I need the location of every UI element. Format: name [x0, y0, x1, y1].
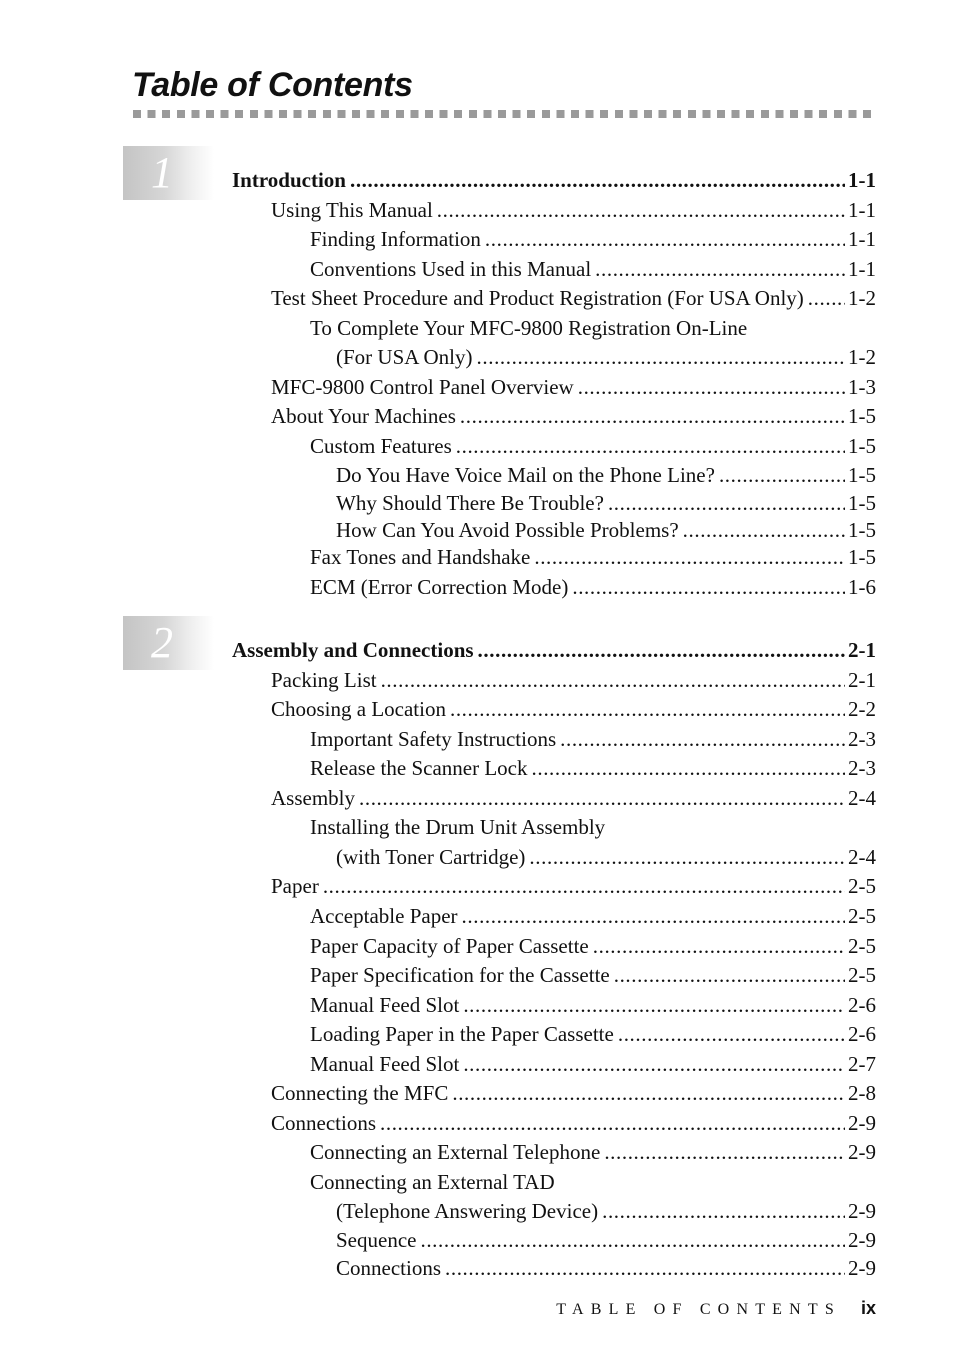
dot-leader: [463, 1052, 845, 1076]
dot-leader: [683, 518, 845, 542]
toc-entry[interactable]: [336, 491, 876, 515]
dot-leader: [445, 1256, 845, 1280]
dot-leader: [534, 545, 845, 569]
toc-entry[interactable]: [310, 1052, 876, 1076]
toc-entry-title: Introduction: [232, 168, 346, 192]
dot-leader: [460, 404, 845, 428]
toc-entry-page: 1-6: [848, 575, 876, 599]
title-dotted-rule: [133, 110, 873, 118]
toc-entry[interactable]: [310, 227, 876, 251]
toc-entry-page: 2-9: [848, 1140, 876, 1164]
toc-entry[interactable]: [336, 1256, 876, 1280]
toc-entry-page: 2-5: [848, 904, 876, 928]
toc-entry-title: Acceptable Paper: [310, 904, 458, 928]
toc-entry-page: 2-4: [848, 786, 876, 810]
toc-entry-title: To Complete Your MFC-9800 Registration On-Line: [310, 316, 748, 340]
dot-leader: [463, 993, 845, 1017]
toc-entry-page: 1-5: [848, 518, 876, 542]
toc-entry-page: 2-1: [848, 638, 876, 662]
toc-entry-title: Release the Scanner Lock: [310, 756, 528, 780]
dot-leader: [450, 697, 845, 721]
toc-entry-page: 2-6: [848, 1022, 876, 1046]
toc-entry-page: 1-5: [848, 545, 876, 569]
toc-entry[interactable]: [271, 198, 876, 222]
toc-entry-page: 1-1: [848, 257, 876, 281]
dot-leader: [452, 1081, 845, 1105]
toc-entry-page: 1-5: [848, 434, 876, 458]
dot-leader: [618, 1022, 845, 1046]
dot-leader: [608, 491, 845, 515]
toc-entry[interactable]: [310, 815, 876, 839]
toc-entry-title: Connecting the MFC: [271, 1081, 449, 1105]
toc-entry-page: 1-3: [848, 375, 876, 399]
toc-entry[interactable]: [310, 1140, 876, 1164]
toc-entry-page: 2-6: [848, 993, 876, 1017]
toc-entry-title: Assembly and Connections: [232, 638, 474, 662]
page-title: Table of Contents: [132, 66, 413, 104]
dot-leader: [595, 257, 845, 281]
toc-entry-title: Using This Manual: [271, 198, 433, 222]
toc-entry-title: Connecting an External Telephone: [310, 1140, 601, 1164]
toc-entry[interactable]: [310, 316, 876, 340]
dot-leader: [437, 198, 845, 222]
dot-leader: [532, 756, 846, 780]
toc-entry[interactable]: [336, 1199, 876, 1223]
toc-entry-page: 2-5: [848, 874, 876, 898]
toc-entry-title: Conventions Used in this Manual: [310, 257, 592, 281]
toc-entry-page: 2-2: [848, 697, 876, 721]
toc-entry-title: Finding Information: [310, 227, 481, 251]
toc-entry-title: Sequence: [336, 1228, 417, 1252]
toc-entry-title: Important Safety Instructions: [310, 727, 557, 751]
toc-entry[interactable]: [310, 727, 876, 751]
toc-entry-title: Custom Features: [310, 434, 452, 458]
toc-entry-page: 2-7: [848, 1052, 876, 1076]
toc-entry-title: Do You Have Voice Mail on the Phone Line?: [336, 463, 715, 487]
toc-entry-page: 1-1: [848, 168, 876, 192]
toc-entry-page: 1-1: [848, 227, 876, 251]
toc-entry-title: ECM (Error Correction Mode): [310, 575, 569, 599]
toc-entry[interactable]: [336, 518, 876, 542]
toc-entry-page: 2-5: [848, 934, 876, 958]
toc-entry-title: Paper: [271, 874, 319, 898]
toc-entry[interactable]: [271, 375, 876, 399]
toc-entry-title: (For USA Only): [336, 345, 473, 369]
toc-entry-title: Manual Feed Slot: [310, 1052, 460, 1076]
toc-chapter-heading[interactable]: [232, 168, 876, 192]
dot-leader: [614, 963, 845, 987]
toc-entry-title: About Your Machines: [271, 404, 456, 428]
toc-entry-title: Loading Paper in the Paper Cassette: [310, 1022, 614, 1046]
toc-entry-page: 1-5: [848, 404, 876, 428]
chapter-number: 1: [151, 148, 173, 197]
footer-page-number: ix: [860, 1298, 876, 1318]
toc-entry[interactable]: [271, 404, 876, 428]
toc-entry[interactable]: [336, 463, 876, 487]
footer-section-label: TABLE OF CONTENTS: [556, 1301, 841, 1318]
dot-leader: [350, 168, 845, 192]
toc-entry[interactable]: [310, 904, 876, 928]
dot-leader: [478, 638, 845, 662]
toc-entry[interactable]: [310, 545, 876, 569]
dot-leader: [485, 227, 845, 251]
toc-entry-page: 1-5: [848, 491, 876, 515]
toc-entry[interactable]: [310, 575, 876, 599]
toc-entry[interactable]: [271, 1111, 876, 1135]
toc-entry-page: 2-5: [848, 963, 876, 987]
dot-leader: [380, 1111, 845, 1135]
dot-leader: [456, 434, 845, 458]
toc-entry[interactable]: [310, 756, 876, 780]
toc-entry-title: Connecting an External TAD: [310, 1170, 555, 1194]
toc-entry-page: 2-3: [848, 756, 876, 780]
toc-entry-title: Paper Capacity of Paper Cassette: [310, 934, 589, 958]
toc-entry-title: Choosing a Location: [271, 697, 446, 721]
toc-entry[interactable]: [310, 257, 876, 281]
toc-entry-page: 2-4: [848, 845, 876, 869]
toc-entry-title: Paper Specification for the Cassette: [310, 963, 610, 987]
toc-entry-page: 2-1: [848, 668, 876, 692]
toc-entry[interactable]: [310, 934, 876, 958]
toc-entry[interactable]: [336, 345, 876, 369]
dot-leader: [604, 1140, 845, 1164]
toc-entry-title: Why Should There Be Trouble?: [336, 491, 604, 515]
toc-entry-title: Connections: [336, 1256, 441, 1280]
toc-entry[interactable]: [310, 993, 876, 1017]
dot-leader: [578, 375, 845, 399]
toc-entry-page: 2-8: [848, 1081, 876, 1105]
toc-entry-title: How Can You Avoid Possible Problems?: [336, 518, 679, 542]
dot-leader: [381, 668, 845, 692]
toc-entry[interactable]: [310, 1022, 876, 1046]
chapter-number: 2: [151, 618, 173, 667]
dot-leader: [719, 463, 845, 487]
dot-leader: [560, 727, 845, 751]
toc-entry-title: Fax Tones and Handshake: [310, 545, 531, 569]
toc-entry[interactable]: [310, 963, 876, 987]
toc-entry-page: 2-9: [848, 1256, 876, 1280]
toc-entry-page: 1-1: [848, 198, 876, 222]
toc-entry-title: (with Toner Cartridge): [336, 845, 526, 869]
toc-entry[interactable]: [271, 1081, 876, 1105]
toc-entry[interactable]: [336, 845, 876, 869]
toc-entry-page: 2-9: [848, 1199, 876, 1223]
toc-entry-page: 2-9: [848, 1111, 876, 1135]
toc-entry-title: Connections: [271, 1111, 376, 1135]
toc-entry[interactable]: [271, 874, 876, 898]
toc-entry-title: Assembly: [271, 786, 355, 810]
toc-entry-title: Test Sheet Procedure and Product Registration (For USA Only): [271, 286, 804, 310]
toc-entry[interactable]: [271, 286, 876, 310]
dot-leader: [572, 575, 845, 599]
toc-entry-title: MFC-9800 Control Panel Overview: [271, 375, 574, 399]
toc-entry-page: 1-5: [848, 463, 876, 487]
dot-leader: [529, 845, 845, 869]
dot-leader: [323, 874, 845, 898]
toc-entry[interactable]: [271, 697, 876, 721]
toc-entry-title: Packing List: [271, 668, 377, 692]
dot-leader: [420, 1228, 845, 1252]
toc-entry-page: 2-9: [848, 1228, 876, 1252]
chapter-tab-1: [123, 146, 214, 200]
dot-leader: [359, 786, 845, 810]
dot-leader: [477, 345, 845, 369]
toc-entry[interactable]: [310, 434, 876, 458]
page-footer: [556, 1298, 876, 1319]
toc-entry-title: Manual Feed Slot: [310, 993, 460, 1017]
toc-chapter-heading[interactable]: [232, 638, 876, 662]
dot-leader: [593, 934, 845, 958]
toc-entry-page: 1-2: [848, 345, 876, 369]
chapter-tab-2: [123, 616, 214, 670]
dot-leader: [462, 904, 845, 928]
toc-entry-title: Installing the Drum Unit Assembly: [310, 815, 606, 839]
toc-entry[interactable]: [271, 786, 876, 810]
toc-entry[interactable]: [310, 1170, 876, 1194]
toc-entry-page: 2-3: [848, 727, 876, 751]
toc-entry[interactable]: [336, 1228, 876, 1252]
toc-entry[interactable]: [271, 668, 876, 692]
dot-leader: [808, 286, 845, 310]
toc-entry-page: 1-2: [848, 286, 876, 310]
dot-leader: [602, 1199, 845, 1223]
toc-entry-title: (Telephone Answering Device): [336, 1199, 599, 1223]
